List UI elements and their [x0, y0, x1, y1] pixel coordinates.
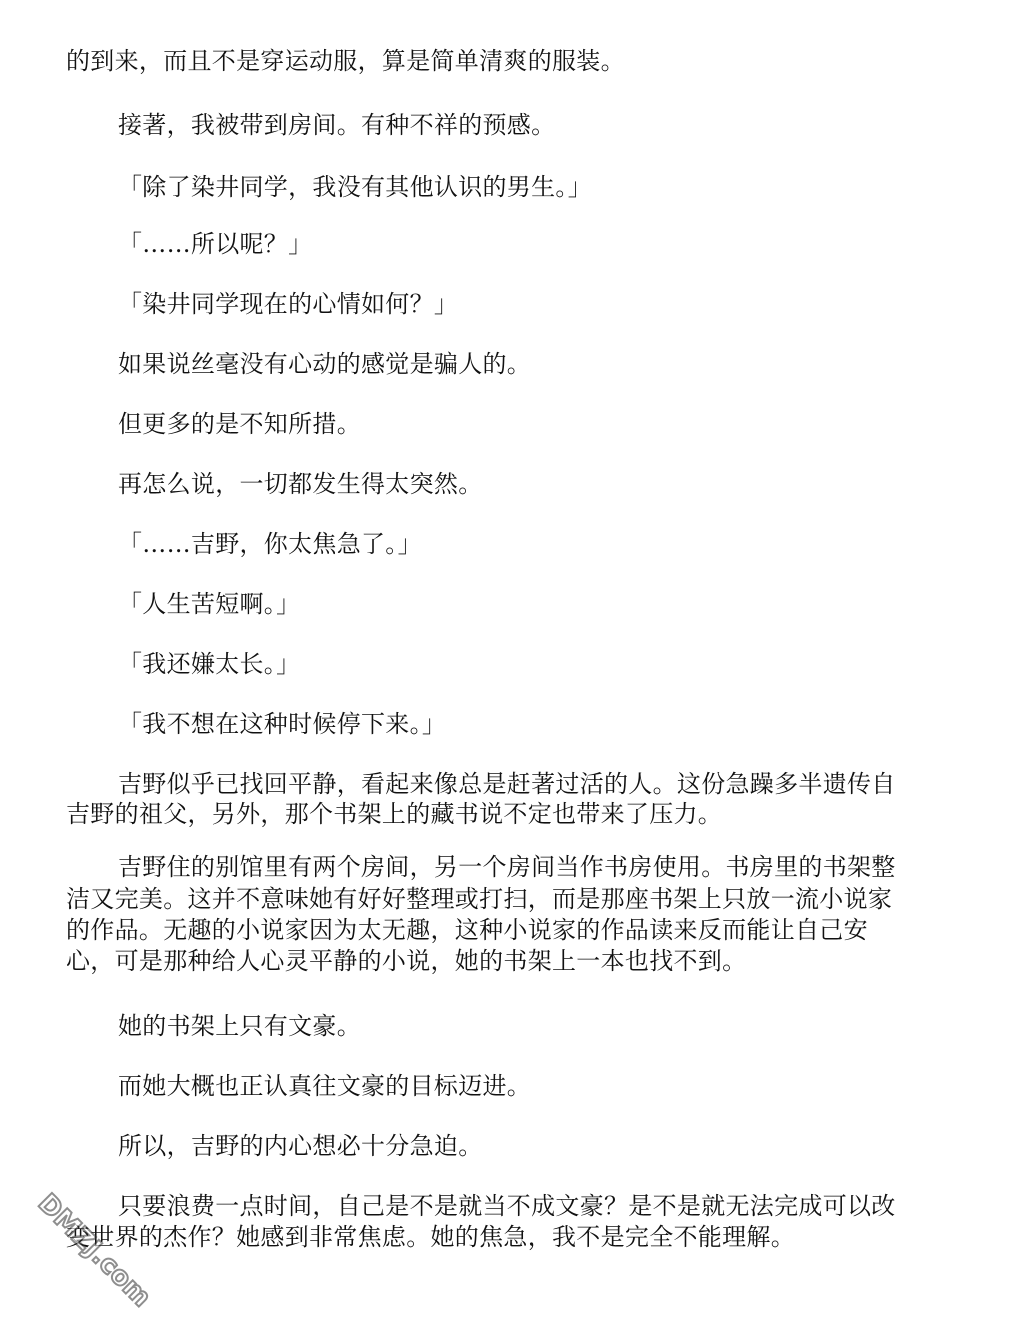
- text-line: 的作品。无趣的小说家因为太无趣，这种小说家的作品读来反而能让自己安: [66, 916, 868, 944]
- text-line: 「我还嫌太长。」: [118, 650, 301, 678]
- text-line: 吉野的祖父，另外，那个书架上的藏书说不定也带来了压力。: [66, 800, 723, 828]
- text-line: 再怎么说，一切都发生得太突然。: [118, 470, 483, 498]
- text-line: 如果说丝毫没有心动的感觉是骗人的。: [118, 350, 532, 378]
- text-line: 「染井同学现在的心情如何？」: [118, 290, 459, 318]
- text-line: 吉野住的别馆里有两个房间，另一个房间当作书房使用。书房里的书架整: [118, 853, 896, 881]
- text-line: 接著，我被带到房间。有种不祥的预感。: [118, 111, 556, 139]
- text-line: 变世界的杰作？她感到非常焦虑。她的焦急，我不是完全不能理解。: [66, 1223, 795, 1251]
- text-line: 所以，吉野的内心想必十分急迫。: [118, 1132, 483, 1160]
- dmzj-watermark-logo: [20, 1180, 157, 1313]
- text-line: 洁又完美。这并不意味她有好好整理或打扫，而是那座书架上只放一流小说家: [66, 885, 893, 913]
- text-line: 「人生苦短啊。」: [118, 590, 301, 618]
- text-line: 「……吉野，你太焦急了。」: [118, 530, 422, 558]
- text-line: 而她大概也正认真往文豪的目标迈进。: [118, 1072, 532, 1100]
- text-line: 心，可是那种给人心灵平静的小说，她的书架上一本也找不到。: [66, 947, 747, 975]
- watermark-text: DMZJ.com: [31, 1188, 157, 1313]
- text-line: 吉野似乎已找回平静，看起来像总是赶著过活的人。这份急躁多半遗传自: [118, 770, 896, 798]
- text-line: 只要浪费一点时间，自己是不是就当不成文豪？是不是就无法完成可以改: [118, 1192, 896, 1220]
- text-line: 但更多的是不知所措。: [118, 410, 361, 438]
- text-line: 「我不想在这种时候停下来。」: [118, 710, 447, 738]
- text-line: 「……所以呢？」: [118, 230, 313, 258]
- text-line: 她的书架上只有文豪。: [118, 1012, 361, 1040]
- text-line: 的到来，而且不是穿运动服，算是简单清爽的服装。: [66, 47, 625, 75]
- text-line: 「除了染井同学，我没有其他认识的男生。」: [118, 173, 592, 201]
